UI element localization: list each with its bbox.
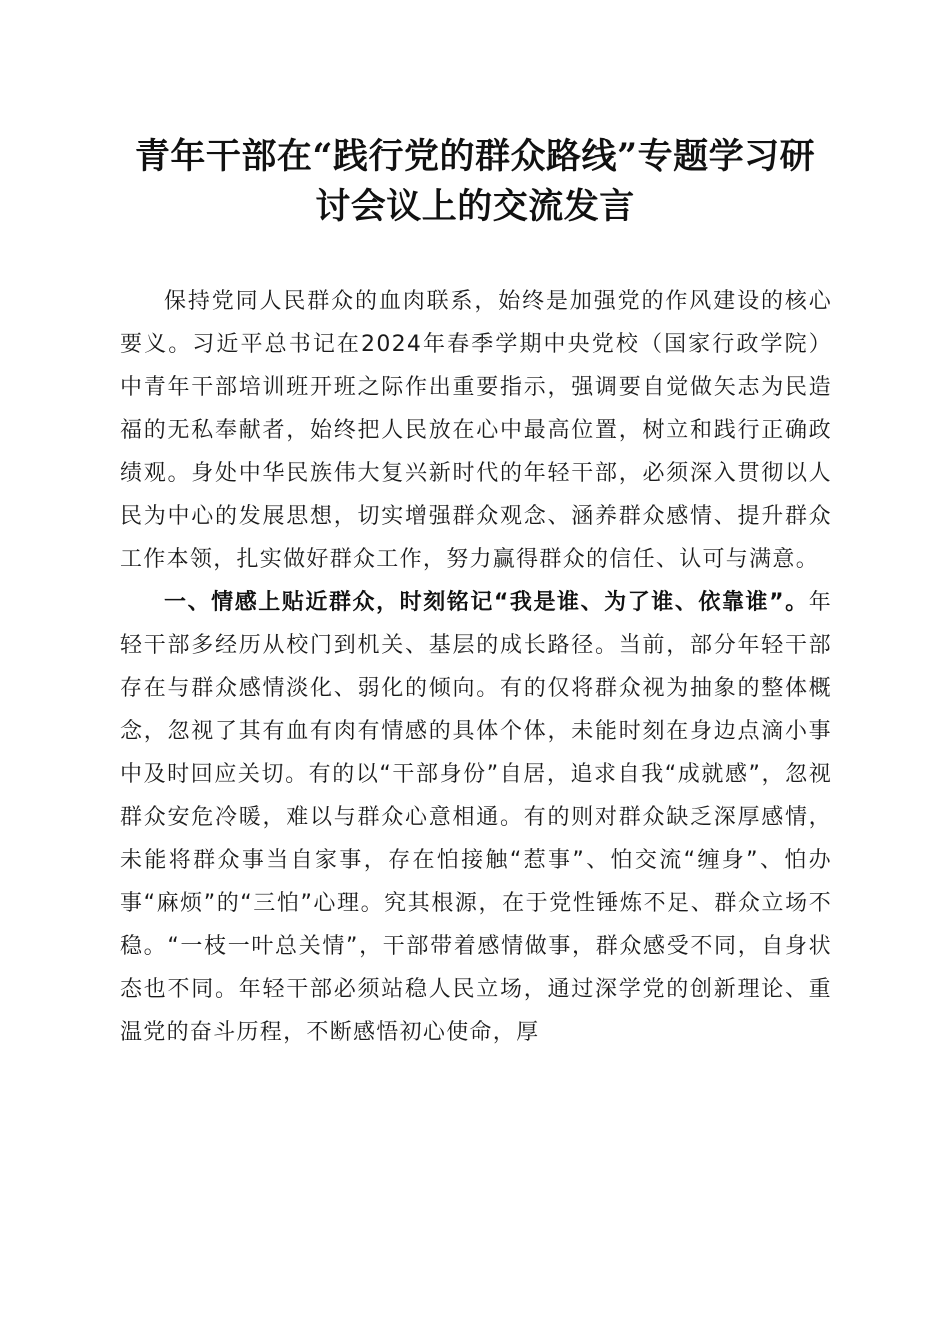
document-title [100,132,850,232]
intro-paragraph: 保持党同人民群众的血肉联系，始终是加强党的作风建设的核心要义。习近平总书记在2024年春季学期中央党校（国家行政学院）中青年干部培训班开班之际作出重要指示，强调要自觉做矢志为民造福的无私奉献者，始终把人民放在心中最高位置，树立和践行正确政绩观。身处中华民族伟大复兴新时代的年轻干部，必须深入贯彻以人民为中心的发展思想，切实增强群众观念、涵养群众感情、提升群众工作本领，扎实做好群众工作，努力赢得群众的信任、认可与满意。 [120,289,832,572]
section-1-heading: 一、情感上贴近群众，时刻铭记“我是谁、为了谁、依靠谁”。 [164,590,809,615]
section-1-paragraph [120,581,832,1054]
title-line-2: 讨会议上的交流发言 [315,186,635,227]
title-line-1: 青年干部在“践行党的群众路线”专题学习研 [134,136,816,177]
section-1-body: 年轻干部多经历从校门到机关、基层的成长路径。当前，部分年轻干部存在与群众感情淡化、弱化的倾向。有的仅将群众视为抽象的整体概念，忽视了其有血有肉有情感的具体个体，未能时刻在身边点滴小事中及时回应关切。有的以“干部身份”自居，追求自我“成就感”，忽视群众安危冷暖，难以与群众心意相通。有的则对群众缺乏深厚感情，未能将群众事当自家事，存在怕接触“惹事”、怕交流“缠身”、怕办事“麻烦”的“三怕”心理。究其根源，在于党性锤炼不足、群众立场不稳。“一枝一叶总关情”，干部带着感情做事，群众感受不同，自身状态也不同。年轻干部必须站稳人民立场，通过深学党的创新理论、重温党的奋斗历程，不断感悟初心使命，厚 [120,590,832,1045]
document-body [120,280,832,1054]
